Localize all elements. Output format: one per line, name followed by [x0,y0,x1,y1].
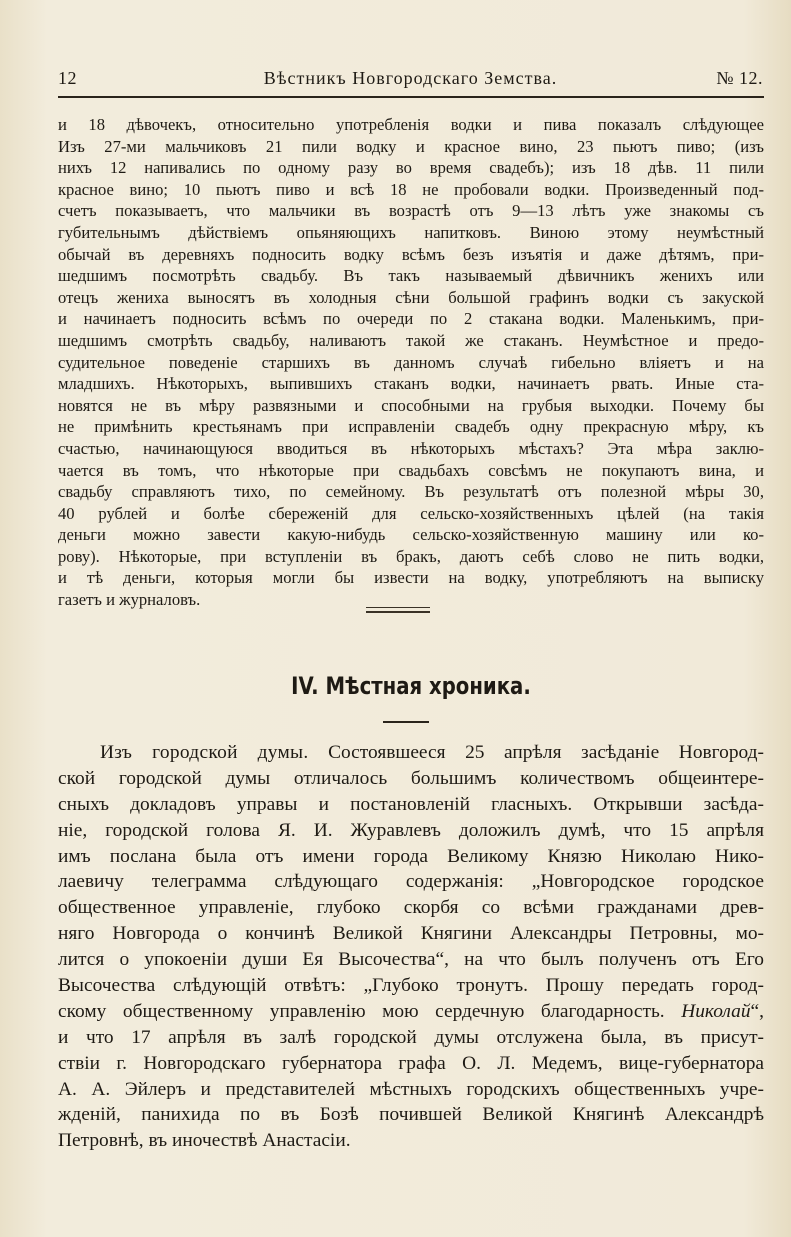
text-line [58,740,764,766]
text-line [58,999,764,1025]
text-line: свадьбу справляютъ тихо, по семейному. Въ результатѣ отъ полезной мѣры 30, [58,482,764,502]
text-line: сныхъ докладовъ управы и постановленій гласныхъ. Открывши засѣда- [58,793,764,815]
text-line: газетъ и журналовъ. [58,590,201,610]
signature-name: Николай [681,1000,751,1022]
text-line: и что 17 апрѣля въ залѣ городской думы отслужена была, въ присут- [58,1026,764,1048]
text-line: и начинаетъ подносить всѣмъ по очереди по 2 стакана водки. Маленькимъ, при- [58,309,764,329]
page-number: 12 [58,68,77,88]
section-divider [366,607,430,608]
title-rule [383,721,429,723]
text-line: и 18 дѣвочекъ, относительно употребленія водки и пива показалъ слѣдующее [58,115,764,134]
text-fragment: скому общественному управленію мою сердечную благодарность. [58,1000,665,1022]
text-line: и тѣ деньги, которыя могли бы извести на водку, употребляютъ на выписку [58,568,764,588]
text-line: имъ послана была отъ имени города Великому Князю Николаю Нико- [58,845,764,867]
section-title: IV. Мѣстная хроника. [291,672,531,700]
text-fragment: “, [750,1000,764,1022]
text-line: нихъ 12 напивались по одному разу во время свадебъ); изъ 18 дѣв. 11 пили [58,158,764,178]
header-rule [58,96,764,98]
text-line: жденій, панихида по въ Бозѣ почившей Великой Княгинѣ Александрѣ [58,1104,764,1126]
text-line: няго Новгорода о кончинѣ Великой Княгини Александры Петровны, мо- [58,923,764,945]
top-paragraph [58,114,764,611]
text-line: ствіи г. Новгородскаго губернатора графа О. Л. Медемъ, вице-губернатора [58,1052,764,1074]
text-line: Изъ 27-ми мальчиковъ 21 пили водку и красное вино, 23 пьютъ пиво; (изъ [58,136,764,156]
article-lead: Изъ городской думы. [100,742,309,763]
text-line: младшихъ. Нѣкоторыхъ, выпившихъ стаканъ водки, начинаетъ рвать. Иные ста- [58,374,764,394]
text-line: чается въ томъ, что нѣкоторые при свадьбахъ совсѣмъ не покупаютъ вина, и [58,460,764,480]
text-line: общественное управленіе, глубоко скорбя со всѣми гражданами древ- [58,897,764,919]
text-line: лаевичу телеграмма слѣдующаго содержанія: „Новгородское городское [58,871,764,893]
text-line: 40 рублей и болѣе сбереженій для сельско-хозяйственныхъ цѣлей (на такія [58,503,764,523]
text-line: лится о упокоеніи души Ея Высочества“, на что былъ полученъ отъ Его [58,949,764,971]
text-line: А. А. Эйлеръ и представителей мѣстныхъ городскихъ общественныхъ учре- [58,1078,764,1100]
text-line: обычай въ деревняхъ подносить водку всѣмъ безъ изъятія и даже дѣтямъ, при- [58,244,764,264]
text-fragment: Состоявшееся 25 апрѣля засѣданіе Новгород- [328,742,764,763]
text-line: не примѣнить крестьянамъ при исправленіи свадебъ одну прекрасную мѣру, къ [58,417,764,437]
text-line: рову). Нѣкоторые, при вступленіи въ бракъ, даютъ себѣ слово не пить водки, [58,546,764,566]
text-line: счетъ показываетъ, что мальчики въ возрастѣ отъ 9—13 лѣтъ уже знакомы съ [58,201,764,221]
text-line: отецъ жениха выносятъ въ холодныя сѣни большой графинъ водки съ закуской [58,287,764,307]
text-line: судительное поведеніе старшихъ въ данномъ случаѣ гибельно вліяетъ и на [58,352,764,372]
text-line: красное вино; 10 пьютъ пиво и всѣ 18 не пробовали водки. Произведенный под- [58,179,764,199]
text-line: новятся не въ мѣру развязными и способными на грубыя выходки. Почему бы [58,395,764,415]
text-line: Высочества слѣдующій отвѣтъ: „Глубоко тронутъ. Прошу передать город- [58,975,764,997]
section-divider [366,611,430,613]
text-line: губительнымъ дѣйствіемъ опьяняющихъ напитковъ. Виною этому неумѣстный [58,222,764,242]
text-line: ской городской думы отличалось большимъ количествомъ общеинтере- [58,767,764,789]
text-line: деньги можно завести какую-нибудь сельско-хозяйственную машину или ко- [58,525,764,545]
text-line: шедшимъ посмотрѣть свадьбу. Въ такъ называемый дѣвичникъ женихъ или [58,266,764,286]
chronicle-paragraph [58,740,764,1154]
running-title: Вѣстникъ Новгородскаго Земства. [263,68,558,88]
text-line: Петровнѣ, въ иночествѣ Анастасіи. [58,1130,351,1152]
text-line: счастью, начинающуюся вводиться въ нѣкоторыхъ мѣстахъ? Эта мѣра заклю- [58,438,764,458]
page-header [58,66,763,92]
issue-number: № 12. [716,68,763,88]
text-line: ніе, городской голова Я. И. Журавлевъ доложилъ думѣ, что 15 апрѣля [58,819,764,841]
text-line: шедшимъ смотрѣть свадьбу, наливаютъ такой же стаканъ. Неумѣстное и предо- [58,330,764,350]
